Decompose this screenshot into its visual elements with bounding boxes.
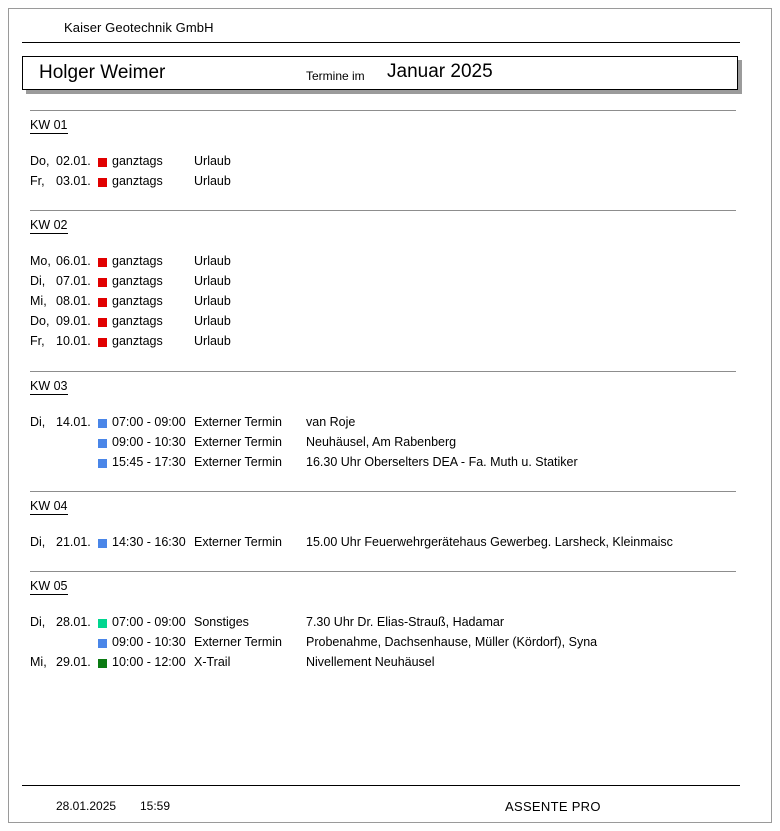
appointment-row[interactable] bbox=[30, 455, 736, 475]
category-label: Urlaub bbox=[194, 174, 231, 188]
week-group bbox=[30, 118, 736, 194]
note-label: 7.30 Uhr Dr. Elias-Strauß, Hadamar bbox=[306, 615, 504, 629]
week-header bbox=[30, 118, 736, 140]
week-label: KW 01 bbox=[30, 118, 68, 132]
appointment-row[interactable] bbox=[30, 535, 736, 555]
title-box bbox=[22, 56, 738, 90]
time-label: 14:30 - 16:30 bbox=[112, 535, 186, 549]
category-label: Urlaub bbox=[194, 334, 231, 348]
time-label: ganztags bbox=[112, 274, 163, 288]
time-label: 15:45 - 17:30 bbox=[112, 455, 186, 469]
category-color-swatch bbox=[98, 659, 107, 668]
week-label: KW 05 bbox=[30, 579, 68, 593]
category-color-swatch bbox=[98, 178, 107, 187]
category-label: Urlaub bbox=[194, 274, 231, 288]
week-group bbox=[30, 218, 736, 354]
appointment-row[interactable] bbox=[30, 314, 736, 334]
weekday-label: Mo, bbox=[30, 254, 51, 268]
note-label: Probenahme, Dachsenhause, Müller (Kördorf), Syna bbox=[306, 635, 598, 649]
category-color-swatch bbox=[98, 459, 107, 468]
weekday-label: Di, bbox=[30, 615, 46, 629]
week-group bbox=[30, 379, 736, 475]
time-label: ganztags bbox=[112, 174, 163, 188]
category-color-swatch bbox=[98, 619, 107, 628]
week-group bbox=[30, 579, 736, 675]
date-label: 10.01. bbox=[56, 334, 91, 348]
category-label: Externer Termin bbox=[194, 435, 282, 449]
appointment-row[interactable] bbox=[30, 254, 736, 274]
weekday-label: Di, bbox=[30, 274, 46, 288]
category-label: X-Trail bbox=[194, 655, 231, 669]
weekday-label: Mi, bbox=[30, 294, 47, 308]
date-label: 21.01. bbox=[56, 535, 91, 549]
week-label: KW 02 bbox=[30, 218, 68, 232]
category-color-swatch bbox=[98, 338, 107, 347]
date-label: 06.01. bbox=[56, 254, 91, 268]
appointment-row[interactable] bbox=[30, 635, 736, 655]
date-label: 07.01. bbox=[56, 274, 91, 288]
appointment-row[interactable] bbox=[30, 294, 736, 314]
category-label: Urlaub bbox=[194, 154, 231, 168]
date-label: 02.01. bbox=[56, 154, 91, 168]
weekday-label: Do, bbox=[30, 314, 50, 328]
category-color-swatch bbox=[98, 298, 107, 307]
category-label: Externer Termin bbox=[194, 415, 282, 429]
time-label: ganztags bbox=[112, 294, 163, 308]
category-label: Externer Termin bbox=[194, 455, 282, 469]
person-name: Holger Weimer bbox=[39, 62, 166, 83]
category-label: Urlaub bbox=[194, 314, 231, 328]
time-label: ganztags bbox=[112, 154, 163, 168]
weekday-label: Mi, bbox=[30, 655, 47, 669]
appointment-row[interactable] bbox=[30, 174, 736, 194]
note-label: 16.30 Uhr Oberselters DEA - Fa. Muth u. Statiker bbox=[306, 455, 578, 469]
date-label: 03.01. bbox=[56, 174, 91, 188]
week-divider bbox=[30, 110, 736, 111]
week-divider bbox=[30, 491, 736, 492]
week-label: KW 03 bbox=[30, 379, 68, 393]
appointment-rows bbox=[30, 254, 736, 354]
week-header bbox=[30, 218, 736, 240]
weekday-label: Di, bbox=[30, 535, 46, 549]
date-label: 28.01. bbox=[56, 615, 91, 629]
date-label: 09.01. bbox=[56, 314, 91, 328]
date-label: 08.01. bbox=[56, 294, 91, 308]
category-color-swatch bbox=[98, 318, 107, 327]
appointment-row[interactable] bbox=[30, 154, 736, 174]
weekday-label: Fr, bbox=[30, 174, 45, 188]
weekday-label: Do, bbox=[30, 154, 50, 168]
date-label: 14.01. bbox=[56, 415, 91, 429]
note-label: 15.00 Uhr Feuerwehrgerätehaus Gewerbeg. Larsheck, Kleinmaisc bbox=[306, 535, 673, 549]
footer-time: 15:59 bbox=[140, 799, 171, 813]
week-divider bbox=[30, 371, 736, 372]
time-label: 09:00 - 10:30 bbox=[112, 635, 186, 649]
time-label: 07:00 - 09:00 bbox=[112, 415, 186, 429]
company-name: Kaiser Geotechnik GmbH bbox=[64, 20, 214, 35]
time-label: ganztags bbox=[112, 334, 163, 348]
category-color-swatch bbox=[98, 278, 107, 287]
category-color-swatch bbox=[98, 158, 107, 167]
week-divider bbox=[30, 210, 736, 211]
weekday-label: Fr, bbox=[30, 334, 45, 348]
week-divider bbox=[30, 571, 736, 572]
note-label: Neuhäusel, Am Rabenberg bbox=[306, 435, 457, 449]
appointment-row[interactable] bbox=[30, 415, 736, 435]
time-label: 09:00 - 10:30 bbox=[112, 435, 186, 449]
category-label: Sonstiges bbox=[194, 615, 249, 629]
category-color-swatch bbox=[98, 419, 107, 428]
category-label: Externer Termin bbox=[194, 535, 282, 549]
category-label: Urlaub bbox=[194, 294, 231, 308]
note-label: van Roje bbox=[306, 415, 356, 429]
date-label: 29.01. bbox=[56, 655, 91, 669]
footer-brand: ASSENTE PRO bbox=[505, 799, 601, 814]
appointment-row[interactable] bbox=[30, 274, 736, 294]
category-color-swatch bbox=[98, 439, 107, 448]
category-color-swatch bbox=[98, 539, 107, 548]
appointment-row[interactable] bbox=[30, 655, 736, 675]
category-color-swatch bbox=[98, 258, 107, 267]
appointment-row[interactable] bbox=[30, 334, 736, 354]
appointment-row[interactable] bbox=[30, 435, 736, 455]
category-label: Externer Termin bbox=[194, 635, 282, 649]
time-label: ganztags bbox=[112, 254, 163, 268]
category-label: Urlaub bbox=[194, 254, 231, 268]
appointment-rows bbox=[30, 415, 736, 475]
footer-date: 28.01.2025 bbox=[56, 799, 117, 813]
appointment-rows bbox=[30, 615, 736, 675]
time-label: 10:00 - 12:00 bbox=[112, 655, 186, 669]
time-label: ganztags bbox=[112, 314, 163, 328]
note-label: Nivellement Neuhäusel bbox=[306, 655, 435, 669]
week-header bbox=[30, 499, 736, 521]
week-label: KW 04 bbox=[30, 499, 68, 513]
title-prefix: Termine im bbox=[306, 69, 365, 83]
week-header bbox=[30, 579, 736, 601]
header-divider bbox=[22, 42, 740, 43]
footer-divider bbox=[22, 785, 740, 786]
time-label: 07:00 - 09:00 bbox=[112, 615, 186, 629]
category-color-swatch bbox=[98, 639, 107, 648]
week-header bbox=[30, 379, 736, 401]
appointment-rows bbox=[30, 535, 736, 555]
appointment-rows bbox=[30, 154, 736, 194]
week-group bbox=[30, 499, 736, 555]
weekday-label: Di, bbox=[30, 415, 46, 429]
appointment-row[interactable] bbox=[30, 615, 736, 635]
title-month: Januar 2025 bbox=[387, 61, 493, 82]
